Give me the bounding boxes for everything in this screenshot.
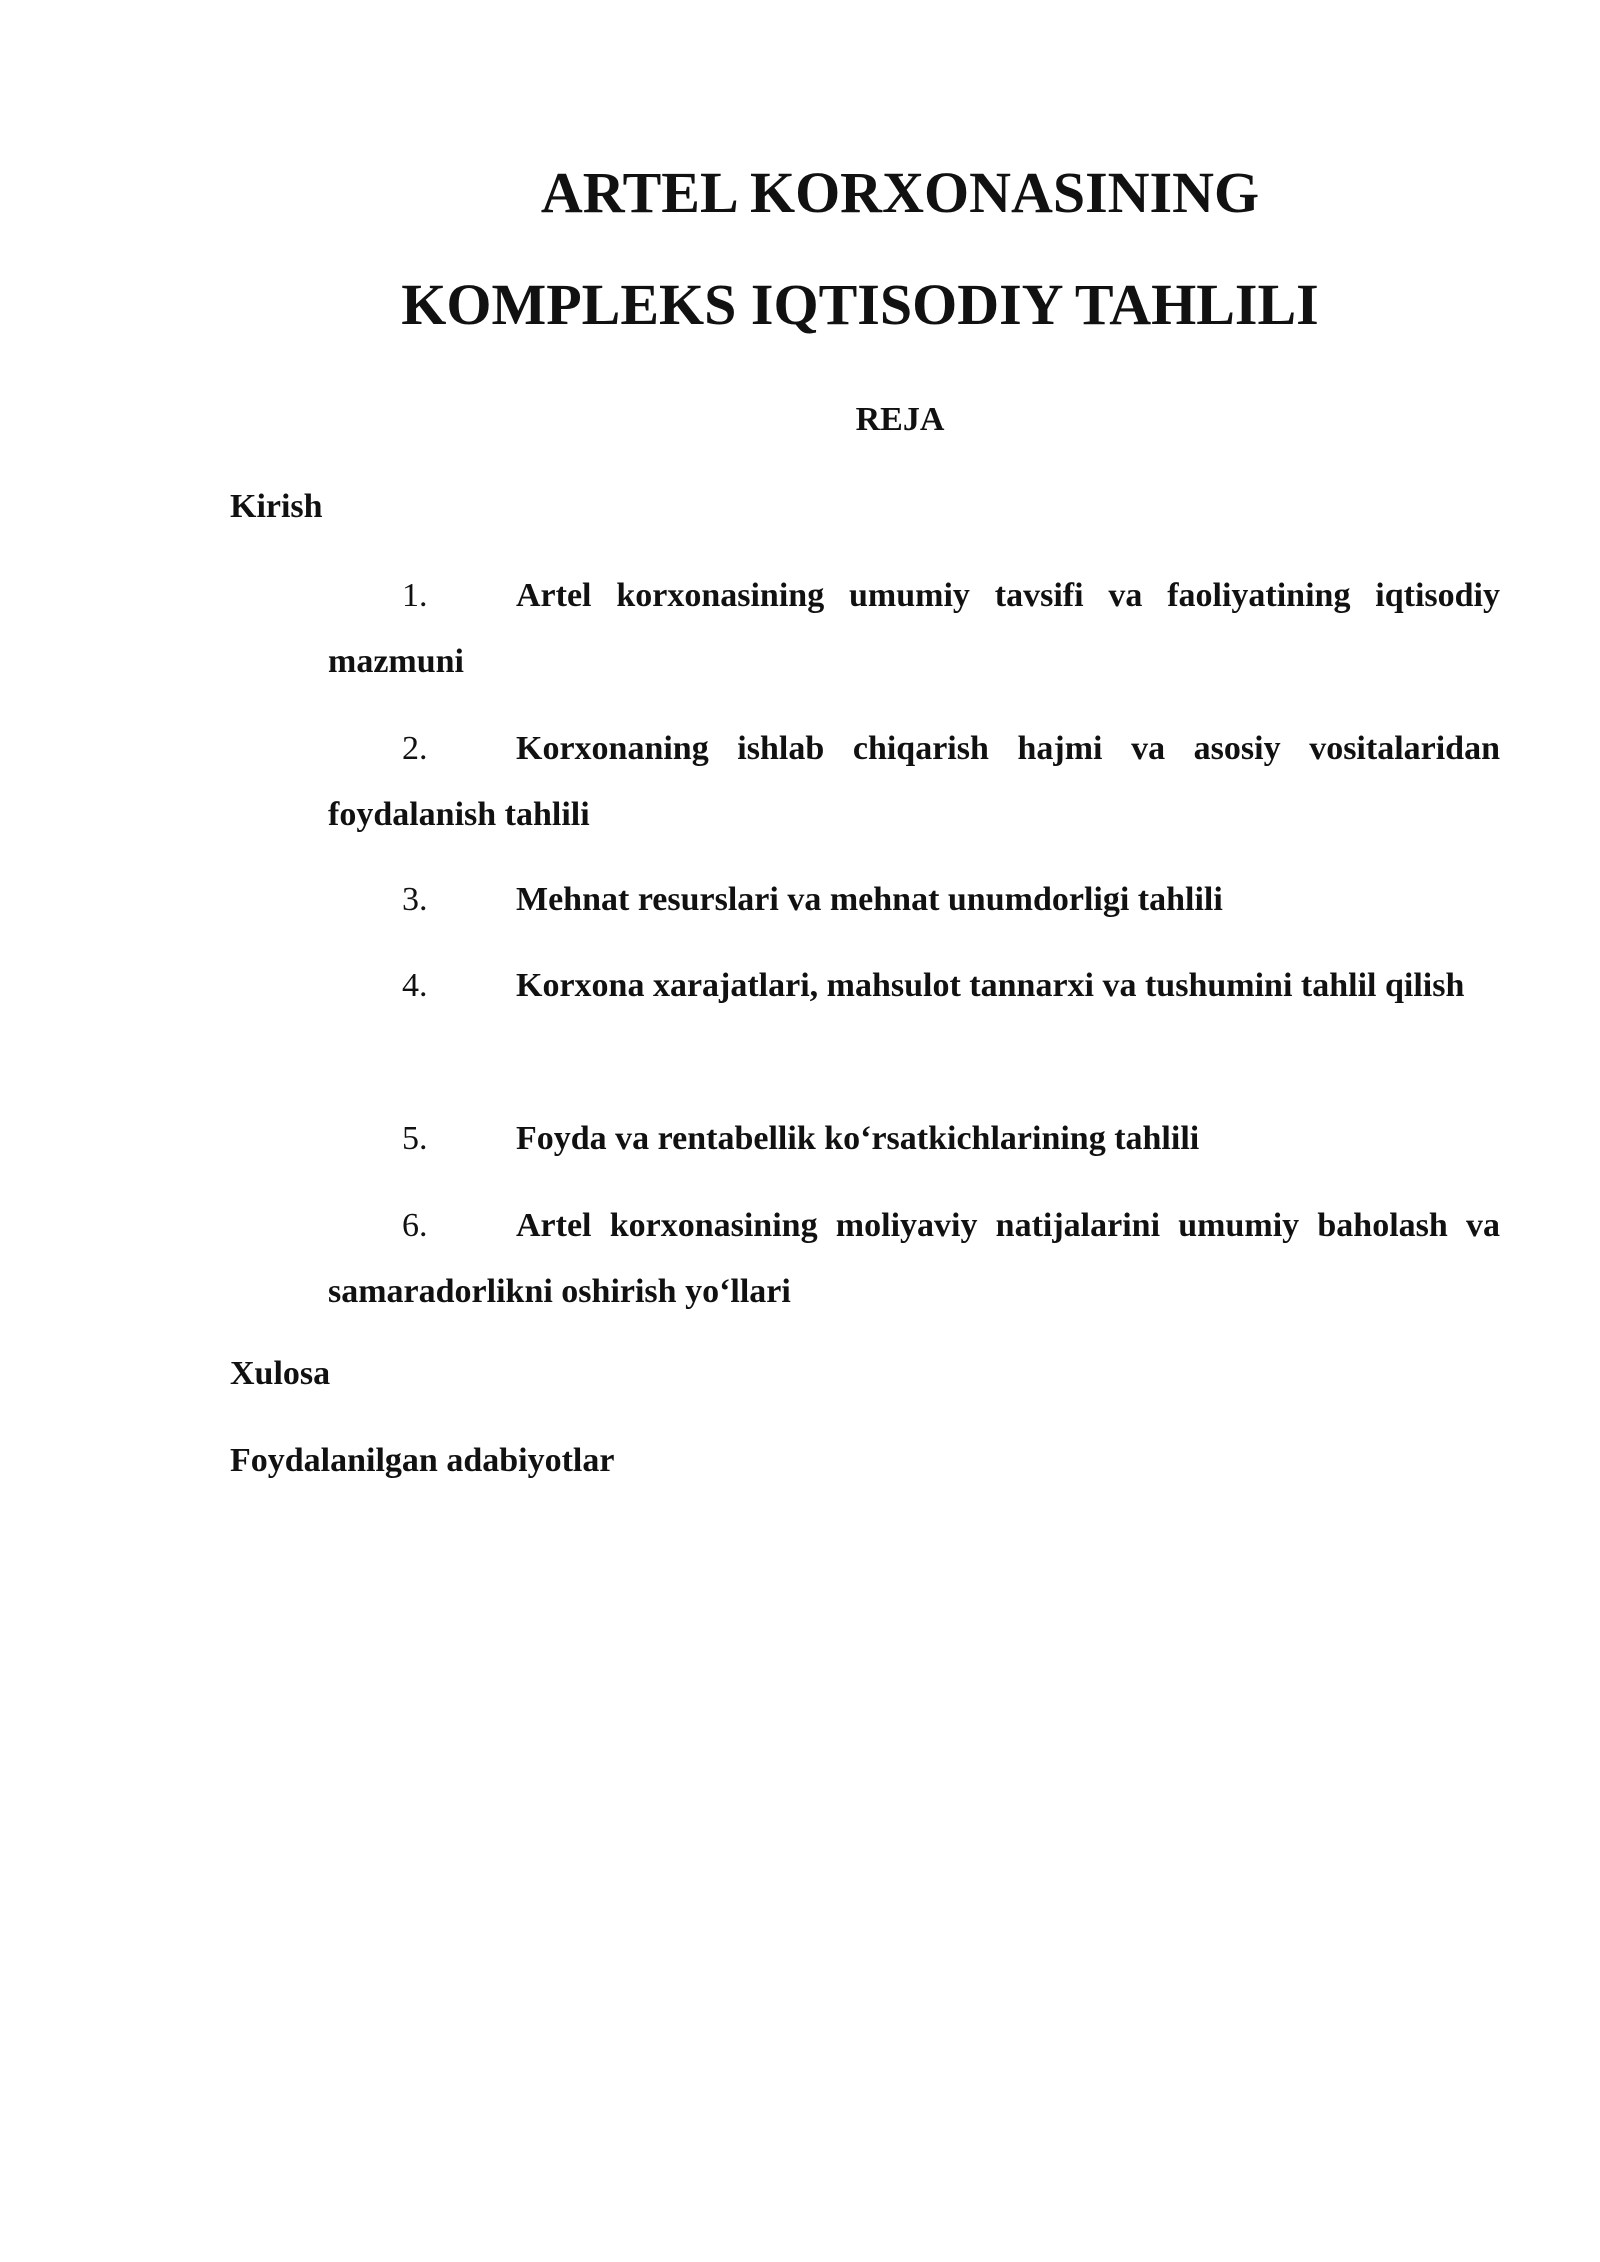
references-heading: Foydalanilgan adabiyotlar [230,1442,615,1479]
plan-item [328,1106,1500,1172]
plan-item-number: 4. [402,967,428,1004]
plan-item-number: 5. [402,1120,428,1157]
plan-item-number: 2. [402,730,428,767]
plan-item [328,953,1500,1019]
plan-item [328,563,1500,695]
plan-item [328,716,1500,848]
plan-item-text: Artel korxonasining moliyaviy natijalarini umumiy baholash va samaradorlikni oshirish yo‘llari [328,1207,1500,1310]
plan-item [328,867,1500,933]
plan-item-text: Artel korxonasining umumiy tavsifi va faoliyatining iqtisodiy mazmuni [328,577,1500,680]
plan-item-text: Mehnat resurslari va mehnat unumdorligi tahlili [516,881,1223,918]
document-title-line-2: KOMPLEKS IQTISODIY TAHLILI [401,272,1319,337]
plan-item-text: Korxona xarajatlari, mahsulot tannarxi va tushumini tahlil qilish [516,967,1465,1004]
intro-heading: Kirish [230,488,323,525]
plan-heading: REJA [855,401,945,438]
plan-item-text: Korxonaning ishlab chiqarish hajmi va asosiy vositalaridan foydalanish tahlili [328,730,1500,833]
plan-item-number: 1. [402,577,428,614]
conclusion-heading: Xulosa [230,1355,331,1392]
document-title-line-1: ARTEL KORXONASINING [540,160,1260,225]
plan-item-number: 6. [402,1207,428,1244]
plan-item [328,1193,1500,1325]
plan-item-text: Foyda va rentabellik ko‘rsatkichlarining tahlili [516,1120,1200,1157]
plan-item-number: 3. [402,881,428,918]
